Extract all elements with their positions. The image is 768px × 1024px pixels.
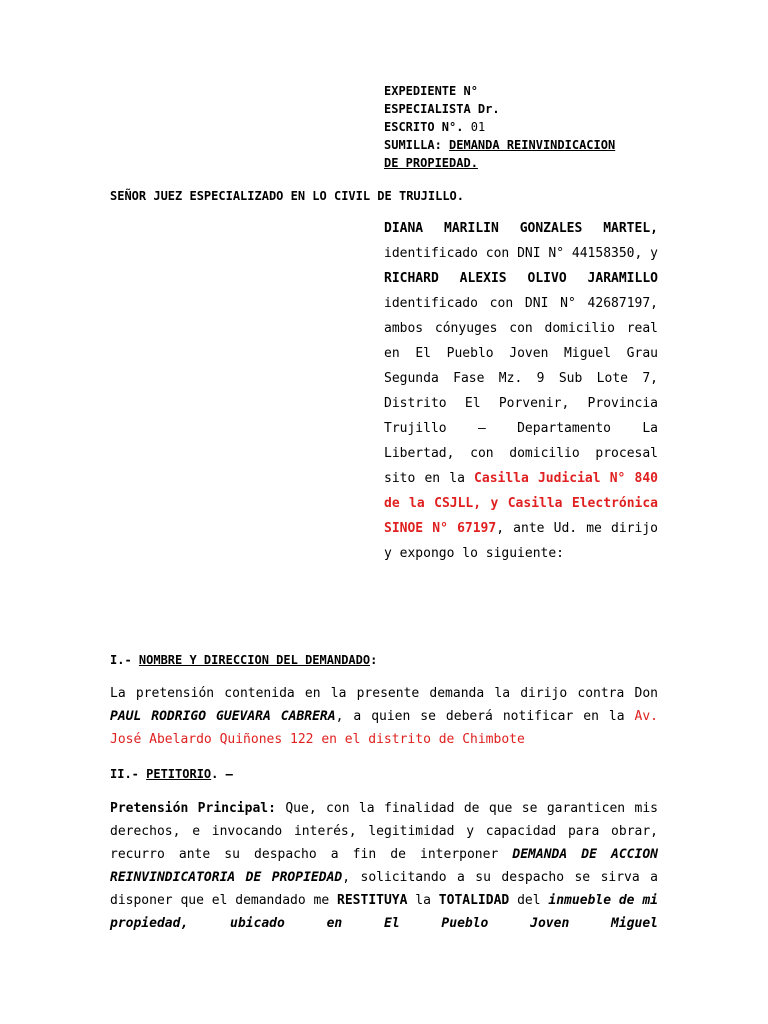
party-text-3: , ante Ud. me dirijo y expongo lo siguiente: — [384, 521, 658, 561]
case-header — [384, 82, 660, 172]
defendant-name: PAUL RODRIGO GUEVARA CABRERA — [110, 709, 336, 724]
section-1-title — [110, 653, 377, 667]
section-2-text-3: la — [407, 893, 439, 908]
section-2-text-1: Que, con la finalidad de que se garanticen mis derechos, e invocando interés, legitimidad y capacidad para obrar, recurro ante su despacho a fin de interponer — [110, 801, 658, 862]
party-text-1: identificado con DNI N° 44158350, y — [384, 246, 658, 261]
sumilla-value: DEMANDA REINVINDICACION — [449, 138, 616, 152]
especialista-label: ESPECIALISTA Dr. — [384, 102, 500, 116]
section-2-paragraph — [110, 797, 658, 935]
sumilla-line-2 — [384, 154, 660, 172]
demanda-title: DEMANDA DE ACCION REINVINDICATORIA DE PROPIEDAD — [110, 847, 658, 885]
casilla-text: Casilla Judicial N° 840 de la CSJLL, y Casilla Electrónica SINOE N° 67197 — [384, 471, 659, 536]
addressee: SEÑOR JUEZ ESPECIALIZADO EN LO CIVIL DE TRUJILLO. — [110, 189, 465, 203]
escrito-value: 01 — [470, 120, 486, 134]
section-1-text-1: La pretensión contenida en la presente demanda la dirijo contra Don — [110, 686, 658, 701]
party-name-2: RICHARD ALEXIS OLIVO JARAMILLO — [384, 271, 658, 286]
escrito-line — [384, 118, 660, 136]
inmueble-text: inmueble de mi propiedad, ubicado en El Pueblo Joven Miguel — [110, 893, 658, 931]
section-1-heading: NOMBRE Y DIRECCION DEL DEMANDADO — [138, 653, 371, 667]
party-text-2: identificado con DNI N° 42687197, ambos cónyuges con domicilio real en El Pueblo Joven Miguel Grau Segunda Fase Mz. 9 Sub Lote 7, Distrito El Porvenir, Provincia Trujillo – Departamento La Libertad, con domicilio procesal sito en la — [384, 296, 658, 486]
sumilla-label: SUMILLA: — [384, 138, 442, 152]
section-1-text-2: , a quien se deberá notificar en la — [335, 709, 635, 724]
section-2-suffix: . – — [211, 767, 233, 781]
especialista-line — [384, 100, 660, 118]
expediente-line — [384, 82, 660, 100]
totalidad-text: TOTALIDAD — [438, 893, 510, 908]
section-1-paragraph — [110, 682, 658, 751]
expediente-label: EXPEDIENTE N° — [384, 84, 478, 98]
sumilla-line — [384, 136, 660, 154]
pretension-label: Pretensión Principal: — [110, 801, 276, 816]
party-name-1: DIANA MARILIN GONZALES MARTEL, — [384, 221, 658, 236]
section-2-heading: PETITORIO — [146, 767, 212, 781]
section-2-text-2: , solicitando a su despacho se sirva a disponer que el demandado me — [110, 870, 658, 908]
defendant-address: Av. José Abelardo Quiñones 122 en el distrito de Chimbote — [110, 709, 658, 747]
escrito-label: ESCRITO N°. — [384, 120, 464, 134]
section-2-text-4: del — [509, 893, 549, 908]
section-1-colon: : — [370, 653, 378, 667]
restituya-text: RESTITUYA — [337, 893, 408, 908]
parties-paragraph — [384, 216, 658, 566]
section-2-number: II.- — [110, 767, 147, 781]
section-1-number: I.- — [110, 653, 139, 667]
sumilla-value-continued: DE PROPIEDAD. — [384, 156, 478, 170]
section-2-title — [110, 767, 233, 781]
